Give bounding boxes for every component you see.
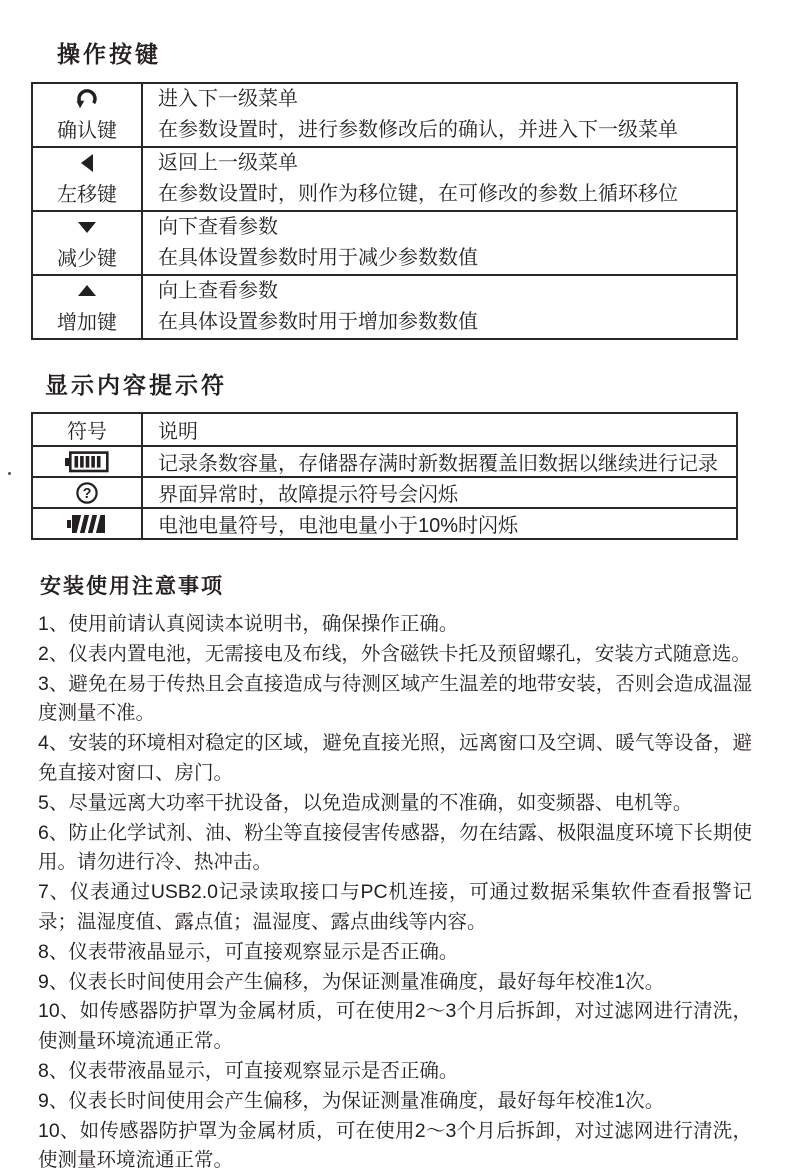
key-function-line: 向下查看参数 (158, 216, 278, 238)
table-row (32, 508, 737, 539)
symbol-description: 电池电量符号，电池电量小于10%时闪烁 (142, 508, 737, 539)
display-symbols-table (31, 412, 738, 540)
symbol-cell (32, 508, 142, 539)
note-item: 2、仪表内置电池，无需接电及布线，外含磁铁卡托及预留螺孔，安装方式随意选。 (38, 642, 751, 665)
installation-notes-list (38, 610, 752, 1176)
key-description-cell (142, 147, 737, 211)
symbol-cell (32, 477, 142, 508)
print-artifact-dot (8, 472, 11, 475)
key-name: 减少键 (57, 248, 117, 270)
key-function-line: 返回上一级菜单 (158, 152, 298, 174)
record-capacity-icon (34, 449, 140, 475)
table-row (32, 446, 737, 477)
table-header-row (32, 413, 737, 446)
note-item: 9、仪表长时间使用会产生偏移，为保证测量准确度，最好每年校准1次。 (38, 1089, 665, 1112)
confirm-loop-arrow-icon (34, 87, 140, 111)
key-symbol-cell (32, 83, 142, 147)
key-description-cell (142, 275, 737, 339)
key-detail-line: 在参数设置时，则作为移位键，在可修改的参数上循环移位 (158, 183, 678, 205)
table-row (32, 83, 737, 147)
svg-text:?: ? (82, 485, 92, 502)
key-detail-line: 在具体设置参数时用于增加参数数值 (158, 311, 478, 333)
section-title-display-indicators: 显示内容提示符 (45, 372, 227, 398)
note-item: 10、如传感器防护罩为金属材质，可在使用2～3个月后拆卸，对过滤网进行清洗，使测量环境流通正常。 (38, 1000, 752, 1053)
key-name: 左移键 (57, 184, 117, 206)
note-item: 8、仪表带液晶显示，可直接观察显示是否正确。 (38, 940, 459, 963)
section-title-operation-keys: 操作按键 (57, 41, 161, 67)
description-column-header: 说明 (142, 413, 737, 446)
key-detail-line: 在具体设置参数时用于减少参数数值 (158, 247, 478, 269)
note-item: 4、安装的环境相对稳定的区域，避免直接光照，远离窗口及空调、暖气等设备，避免直接对窗口、房门。 (38, 732, 752, 784)
key-name: 确认键 (57, 120, 117, 142)
table-row (32, 147, 737, 211)
down-arrow-icon (34, 215, 140, 239)
symbol-description: 记录条数容量，存储器存满时新数据覆盖旧数据以继续进行记录 (142, 446, 737, 477)
symbol-cell (32, 446, 142, 477)
note-item: 8、仪表带液晶显示，可直接观察显示是否正确。 (38, 1059, 459, 1082)
note-item: 1、使用前请认真阅读本说明书，确保操作正确。 (38, 613, 459, 635)
section-title-installation-notes: 安装使用注意事项 (40, 575, 224, 598)
up-arrow-icon (34, 279, 140, 303)
note-item: 7、仪表通过USB2.0记录读取接口与PC机连接，可通过数据采集软件查看报警记录；温湿度值、露点值；温湿度、露点曲线等内容。 (38, 881, 752, 933)
table-row (32, 275, 737, 339)
note-item: 3、避免在易于传热且会直接造成与待测区域产生温差的地带安装，否则会造成温湿度测量不准。 (38, 672, 752, 725)
key-symbol-cell (32, 147, 142, 211)
key-function-line: 进入下一级菜单 (158, 88, 298, 110)
key-name: 增加键 (57, 312, 117, 334)
note-item: 5、尽量远离大功率干扰设备，以免造成测量的不准确，如变频器、电机等。 (38, 791, 693, 814)
key-description-cell (142, 83, 737, 147)
table-row (32, 477, 737, 508)
key-function-line: 向上查看参数 (158, 280, 278, 302)
key-symbol-cell (32, 275, 142, 339)
note-item: 9、仪表长时间使用会产生偏移，为保证测量准确度，最好每年校准1次。 (38, 970, 665, 993)
symbol-column-header: 符号 (32, 413, 142, 446)
left-arrow-icon (34, 151, 140, 175)
key-detail-line: 在参数设置时，进行参数修改后的确认，并进入下一级菜单 (158, 119, 678, 141)
key-description-cell (142, 211, 737, 275)
table-row (32, 211, 737, 275)
fault-question-icon (34, 481, 140, 505)
symbol-description: 界面异常时，故障提示符号会闪烁 (142, 477, 737, 508)
operation-keys-table (31, 82, 738, 340)
battery-level-icon (34, 511, 140, 537)
note-item: 10、如传感器防护罩为金属材质，可在使用2～3个月后拆卸，对过滤网进行清洗，使测量环境流通正常。 (38, 1119, 752, 1172)
key-symbol-cell (32, 211, 142, 275)
note-item: 6、防止化学试剂、油、粉尘等直接侵害传感器，勿在结露、极限温度环境下长期使用。请勿进行冷、热冲击。 (38, 821, 752, 874)
